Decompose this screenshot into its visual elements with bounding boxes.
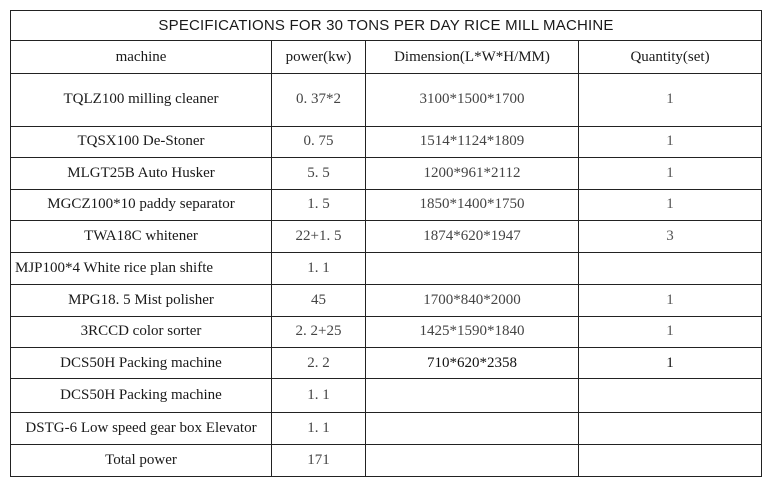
machine-cell: TQLZ100 milling cleaner	[11, 73, 272, 126]
machine-cell: 3RCCD color sorter	[11, 316, 272, 347]
table-row	[11, 73, 762, 126]
power-cell: 0. 37*2	[272, 73, 366, 126]
machine-cell: TQSX100 De-Stoner	[11, 126, 272, 157]
table-row	[11, 412, 762, 444]
dimension-cell: 1874*620*1947	[366, 221, 579, 252]
table-title: SPECIFICATIONS FOR 30 TONS PER DAY RICE MILL MACHINE	[11, 11, 762, 41]
table-row	[11, 252, 762, 284]
quantity-cell	[579, 445, 762, 477]
dimension-cell: 1425*1590*1840	[366, 316, 579, 347]
quantity-cell: 1	[579, 73, 762, 126]
power-cell: 1. 5	[272, 189, 366, 220]
table-row	[11, 379, 762, 413]
dimension-cell	[366, 412, 579, 444]
power-cell: 1. 1	[272, 252, 366, 284]
dimension-cell: 1850*1400*1750	[366, 189, 579, 220]
machine-cell: TWA18C whitener	[11, 221, 272, 252]
dimension-cell: 3100*1500*1700	[366, 73, 579, 126]
quantity-cell: 1	[579, 126, 762, 157]
dimension-cell	[366, 379, 579, 413]
power-cell: 22+1. 5	[272, 221, 366, 252]
quantity-cell: 1	[579, 348, 762, 379]
quantity-cell: 1	[579, 189, 762, 220]
quantity-cell	[579, 412, 762, 444]
table-row	[11, 316, 762, 347]
power-cell: 2. 2+25	[272, 316, 366, 347]
table-row	[11, 221, 762, 252]
power-cell: 45	[272, 285, 366, 316]
machine-cell: MGCZ100*10 paddy separator	[11, 189, 272, 220]
power-cell: 2. 2	[272, 348, 366, 379]
machine-cell: MJP100*4 White rice plan shifte	[11, 252, 272, 284]
power-cell: 1. 1	[272, 412, 366, 444]
power-cell: 1. 1	[272, 379, 366, 413]
table-row	[11, 189, 762, 220]
table-row	[11, 158, 762, 189]
machine-cell: MLGT25B Auto Husker	[11, 158, 272, 189]
quantity-cell	[579, 252, 762, 284]
total-row	[11, 445, 762, 477]
header-power: power(kw)	[272, 41, 366, 73]
header-machine: machine	[11, 41, 272, 73]
quantity-cell: 3	[579, 221, 762, 252]
dimension-cell: 1514*1124*1809	[366, 126, 579, 157]
quantity-cell: 1	[579, 316, 762, 347]
quantity-cell	[579, 379, 762, 413]
total-label: Total power	[11, 445, 272, 477]
dimension-cell	[366, 252, 579, 284]
header-row	[11, 41, 762, 73]
quantity-cell: 1	[579, 158, 762, 189]
table-row	[11, 285, 762, 316]
power-cell: 5. 5	[272, 158, 366, 189]
machine-cell: DSTG-6 Low speed gear box Elevator	[11, 412, 272, 444]
specifications-table	[10, 10, 762, 477]
header-quantity: Quantity(set)	[579, 41, 762, 73]
machine-cell: MPG18. 5 Mist polisher	[11, 285, 272, 316]
total-power-value: 171	[272, 445, 366, 477]
quantity-cell: 1	[579, 285, 762, 316]
power-cell: 0. 75	[272, 126, 366, 157]
dimension-cell: 710*620*2358	[366, 348, 579, 379]
machine-cell: DCS50H Packing machine	[11, 348, 272, 379]
dimension-cell: 1700*840*2000	[366, 285, 579, 316]
dimension-cell: 1200*961*2112	[366, 158, 579, 189]
dimension-cell	[366, 445, 579, 477]
header-dimension: Dimension(L*W*H/MM)	[366, 41, 579, 73]
machine-cell: DCS50H Packing machine	[11, 379, 272, 413]
table-row	[11, 126, 762, 157]
table-row	[11, 348, 762, 379]
